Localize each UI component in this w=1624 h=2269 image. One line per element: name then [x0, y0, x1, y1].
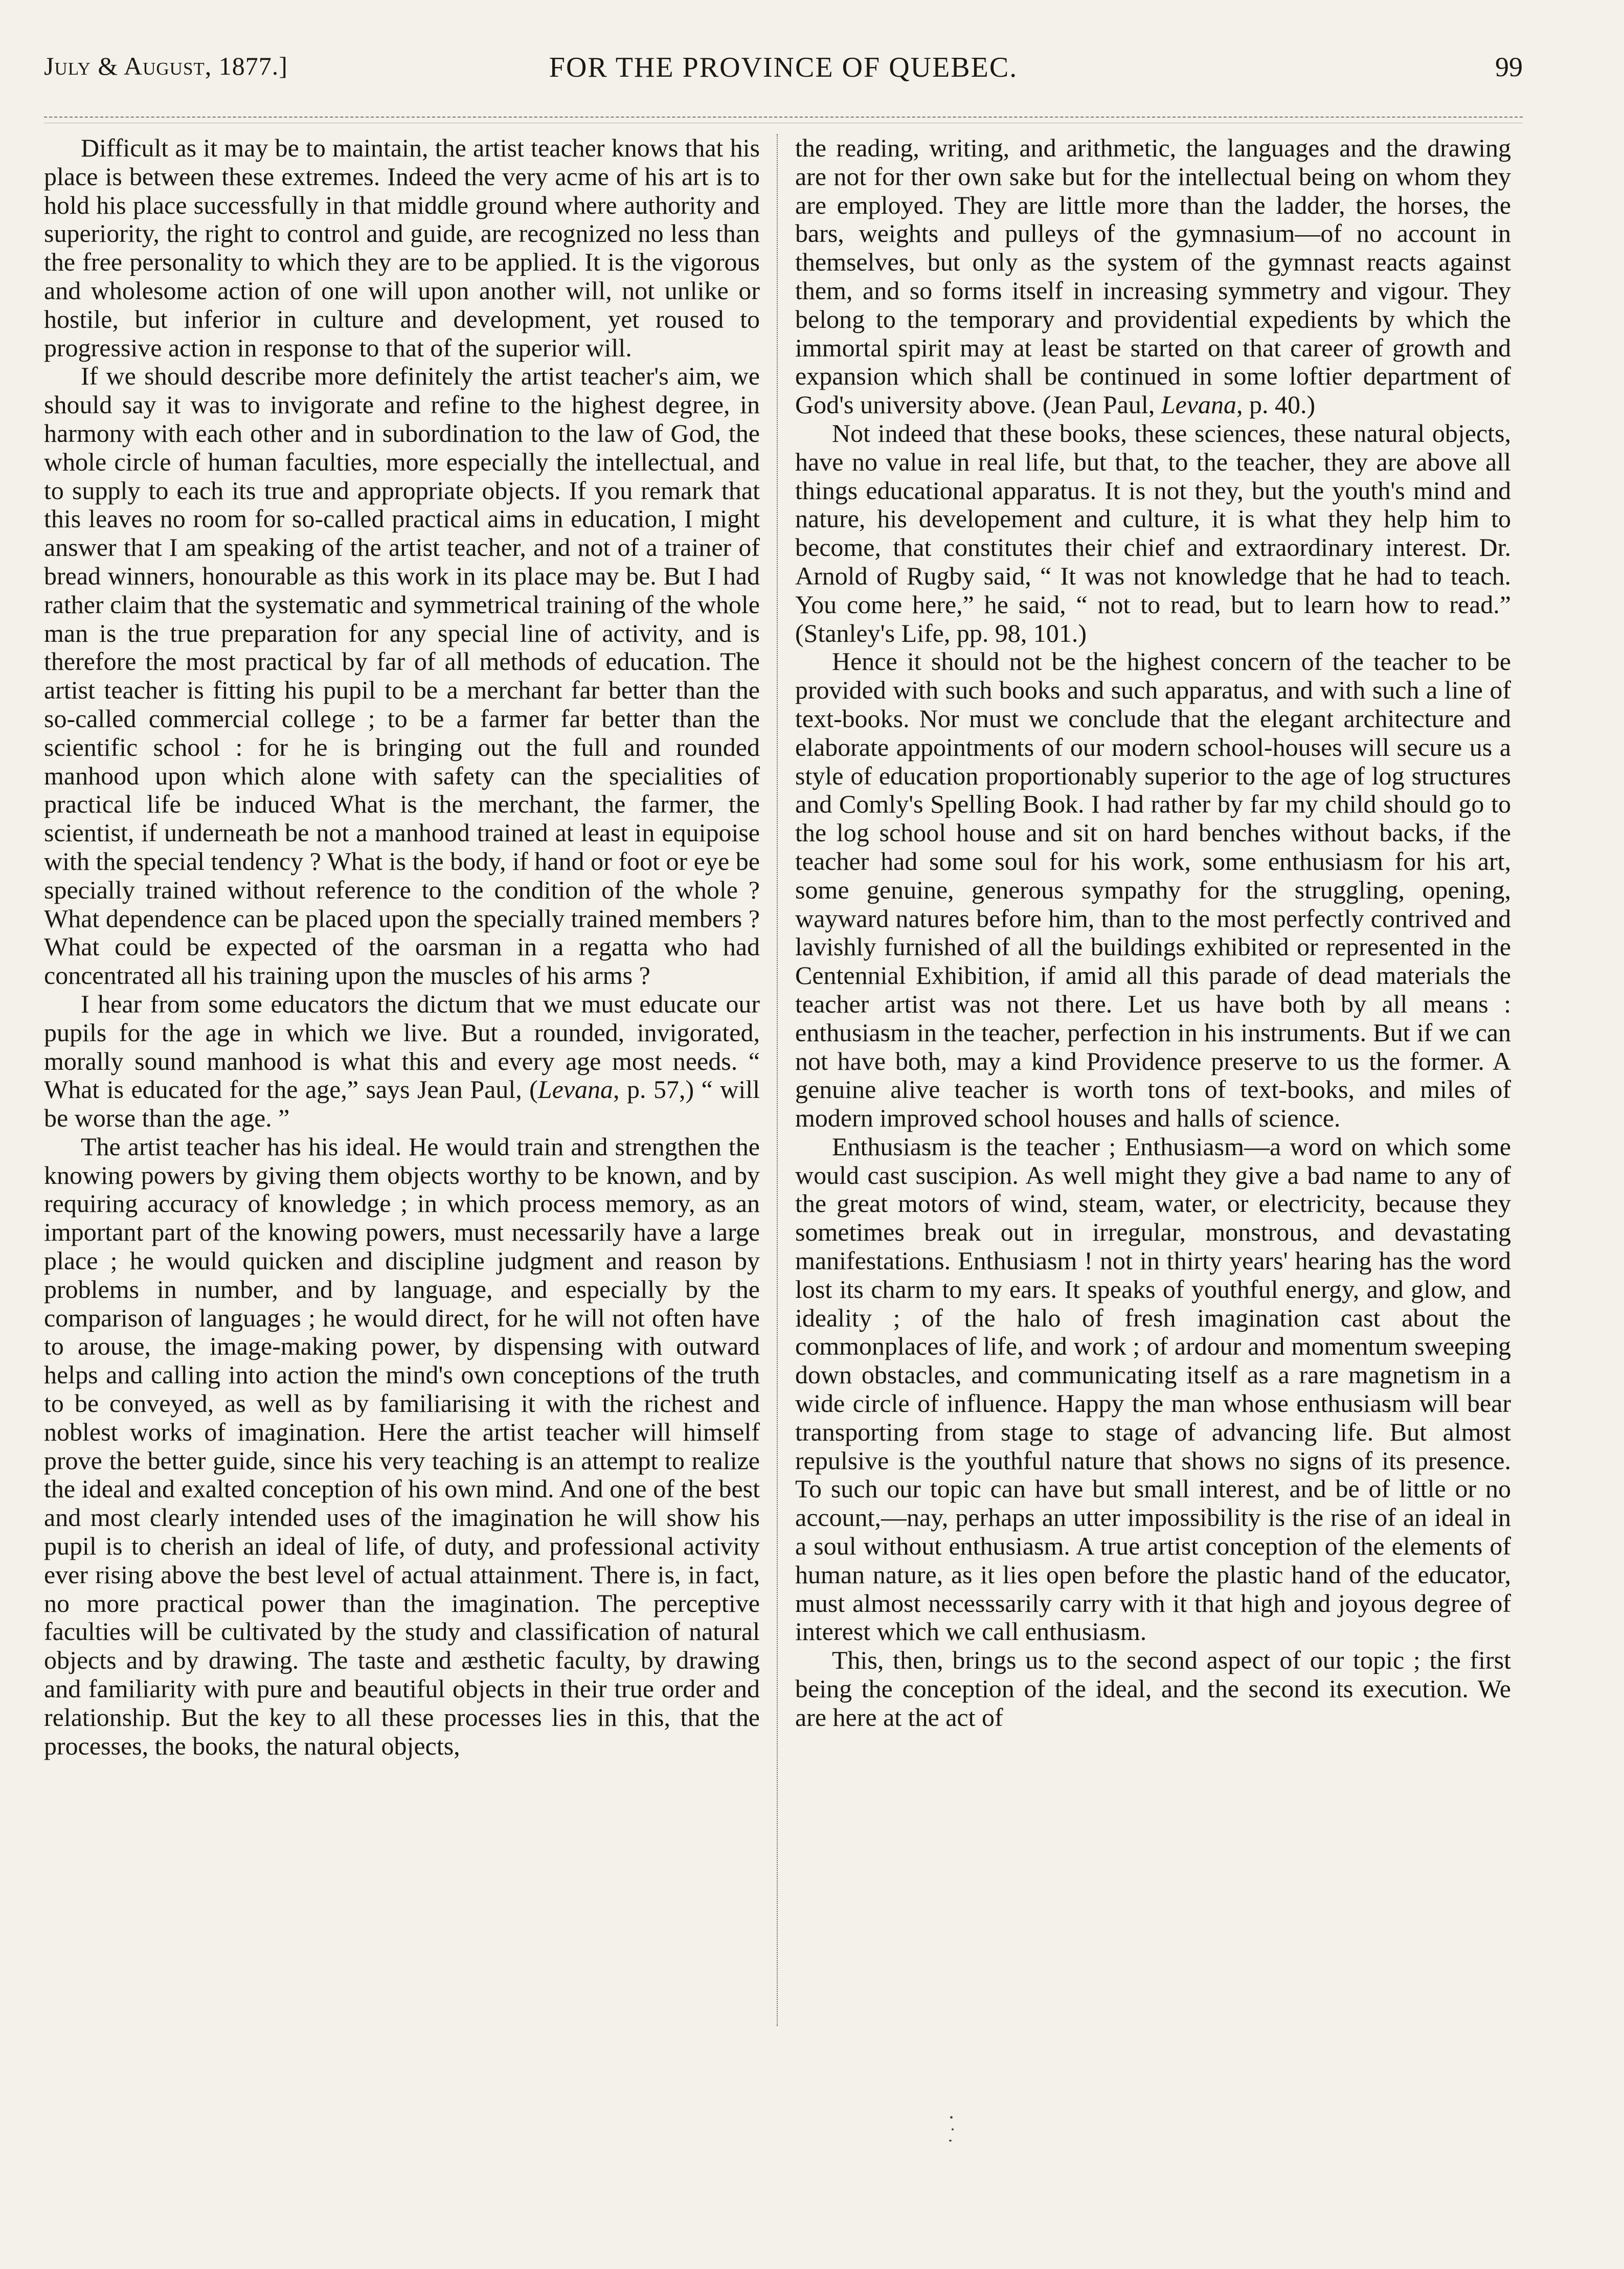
paragraph: Hence it should not be the highest concern of the teacher to be provided with such books and such apparatus, and with such a line of text-books. Nor must we conclude that the elegant architecture and elaborate appointments of our modern school-houses will secure us a style of education proportionably superior to the age of log structures and Comly's Spelling Book. I had rather by far my child should go to the log school house and sit on hard benches without backs, if the teacher had some soul for his work, some enthusiasm for his art, some genuine, generous sympathy for the struggling, opening, wayward natures before him, than to the most perfectly contrived and lavishly furnished of all the buildings exhibited or represented in the Centennial Exhibition, if amid all this parade of dead materials the teacher artist was not there. Let us have both by all means : enthusiasm in the teacher, perfection in his instruments. But if we can not have both, may a kind Providence preserve to us the former. A genuine alive teacher is worth tons of text-books, and miles of modern improved school houses and halls of science.	[795, 647, 1511, 1133]
print-speck	[950, 2116, 953, 2119]
paragraph-text: I hear from some educators the dictum that we must educate our pupils for the age in which we live. But a rounded, invigorated, morally sound manhood is what this and every age most needs. “ What is educated for the age,” says Jean Paul, (	[44, 989, 760, 1104]
header-rule	[44, 117, 1523, 118]
paragraph-text: the reading, writing, and arithmetic, the languages and the drawing are not for ther own sake but for the intellectual being on whom they are employed. They are little more than the ladder, the horses, the bars, weights and pulleys of the gymnasium—of no account in themselves, but only as the system of the gymnast reacts against them, and so forms itself in increasing symmetry and vigour. They belong to the temporary and providential expedients by which the immortal spirit may at least be started on that career of growth and expansion which shall be continued in some loftier department of God's university above. (Jean Paul,	[795, 133, 1511, 419]
left-column	[44, 134, 760, 1995]
paragraph: If we should describe more definitely the artist teacher's aim, we should say it was to invigorate and refine to the highest degree, in harmony with each other and in subordination to the law of God, the whole circle of human faculties, more especially the intellectual, and to supply to each its true and appropriate objects. If you remark that this leaves no room for so-called practical aims in education, I might answer that I am speaking of the artist teacher, and not of a trainer of bread winners, honourable as this work in its place may be. But I had rather claim that the systematic and symmetrical training of the whole man is the true preparation for any special line of activity, and is therefore the most practical by far of all methods of education. The artist teacher is fitting his pupil to be a merchant far better than the so-called commercial college ; to be a farmer far better than the scientific school : for he is bringing out the full and rounded manhood upon which alone with safety can the specialities of practical life be induced What is the merchant, the farmer, the scientist, if underneath be not a manhood trained at least in equipoise with the special tendency ? What is the body, if hand or foot or eye be specially trained without reference to the condition of the whole ? What dependence can be placed upon the specially trained members ? What could be expected of the oarsman in a regatta who had concentrated all his training upon the muscles of his arms ?	[44, 362, 760, 990]
print-speck	[949, 2140, 952, 2142]
column-divider	[777, 134, 778, 2026]
print-speck	[952, 2128, 954, 2130]
running-head	[44, 51, 1523, 92]
paragraph-text: , p. 40.)	[1236, 390, 1316, 419]
paragraph: Enthusiasm is the teacher ; Enthusiasm—a word on which some would cast suscipion. As well might they give a bad name to any of the great motors of wind, steam, water, or electricity, because they sometimes break out in irregular, monstrous, and devastating manifestations. Enthusiasm ! not in thirty years' hearing has the word lost its charm to my ears. It speaks of youthful energy, and glow, and ideality ; of the halo of fresh imagination cast about the commonplaces of life, and work ; of ardour and momentum sweeping down obstacles, and communicating itself as a rare magnetism in a wide circle of influence. Happy the man whose enthusiasm will bear transporting from stage to stage of advancing life. But almost repulsive is the youthful nature that shows no signs of its presence. To such our topic can have but small interest, and be of little or no account,—nay, perhaps an utter impossibility is the rise of an ideal in a soul without enthusiasm. A true artist conception of the elements of human nature, as it lies open before the plastic hand of the educator, must almost necesssarily carry with it that high and joyous degree of interest which we call enthusiasm.	[795, 1132, 1511, 1646]
paragraph: Difficult as it may be to maintain, the artist teacher knows that his place is between these extremes. Indeed the very acme of his art is to hold his place successfully in that middle ground where authority and superiority, the right to control and guide, are recognized no less than the free personality to which they are to be applied. It is the vigorous and wholesome action of one will upon another will, not unlike or hostile, but inferior in culture and development, yet roused to progressive action in response to that of the superior will.	[44, 133, 760, 362]
page-number: 99	[1495, 52, 1523, 82]
paragraph: The artist teacher has his ideal. He would train and strengthen the knowing powers by giving them objects worthy to be known, and by requiring accuracy of knowledge ; in which process memory, as an important part of the knowing powers, must necessarily have a large place ; he would quicken and discipline judgment and reason by problems in number, and by language, and especially by the comparison of languages ; he would direct, for he will not often have to arouse, the image-making power, by dispensing with outward helps and calling into action the mind's own conceptions of the truth to be conveyed, as well as by familiarising it with the richest and noblest works of imagination. Here the artist teacher will himself prove the better guide, since his very teaching is an attempt to realize the ideal and exalted conception of his own mind. And one of the best and most clearly intended uses of the imagination he will show his pupil is to cherish an ideal of life, of duty, and professional activity ever rising above the best level of actual attainment. There is, in fact, no more practical power than the imagination. The perceptive faculties will be cultivated by the study and classification of natural objects and by drawing. The taste and æsthetic faculty, by drawing and familiarity with pure and beautiful objects in their true order and relationship. But the key to all these processes lies in this, that the processes, the books, the natural objects,	[44, 1132, 760, 1760]
paragraph	[44, 990, 760, 1133]
paragraph	[795, 134, 1511, 419]
issue-date: July & August, 1877.]	[44, 52, 288, 80]
book-title: Levana	[537, 1075, 614, 1104]
journal-title: FOR THE PROVINCE OF QUEBEC.	[549, 52, 1018, 83]
book-title: Levana	[1161, 390, 1237, 419]
paragraph: Not indeed that these books, these sciences, these natural objects, have no value in real life, but that, to the teacher, they are above all things educational apparatus. It is not they, but the youth's mind and nature, his developement and culture, it is what they help him to become, that constitutes their chief and extraordinary interest. Dr. Arnold of Rugby said, “ It was not knowledge that he had to teach. You come here,” he said, “ not to read, but to learn how to read.” (Stanley's Life, pp. 98, 101.)	[795, 418, 1511, 647]
paragraph-text: , p. 57,) “ will be worse than the age. ”	[44, 1075, 760, 1133]
paragraph: This, then, brings us to the second aspect of our topic ; the first being the conception of the ideal, and the second its execution. We are here at the act of	[795, 1646, 1511, 1732]
right-column	[795, 134, 1511, 1995]
